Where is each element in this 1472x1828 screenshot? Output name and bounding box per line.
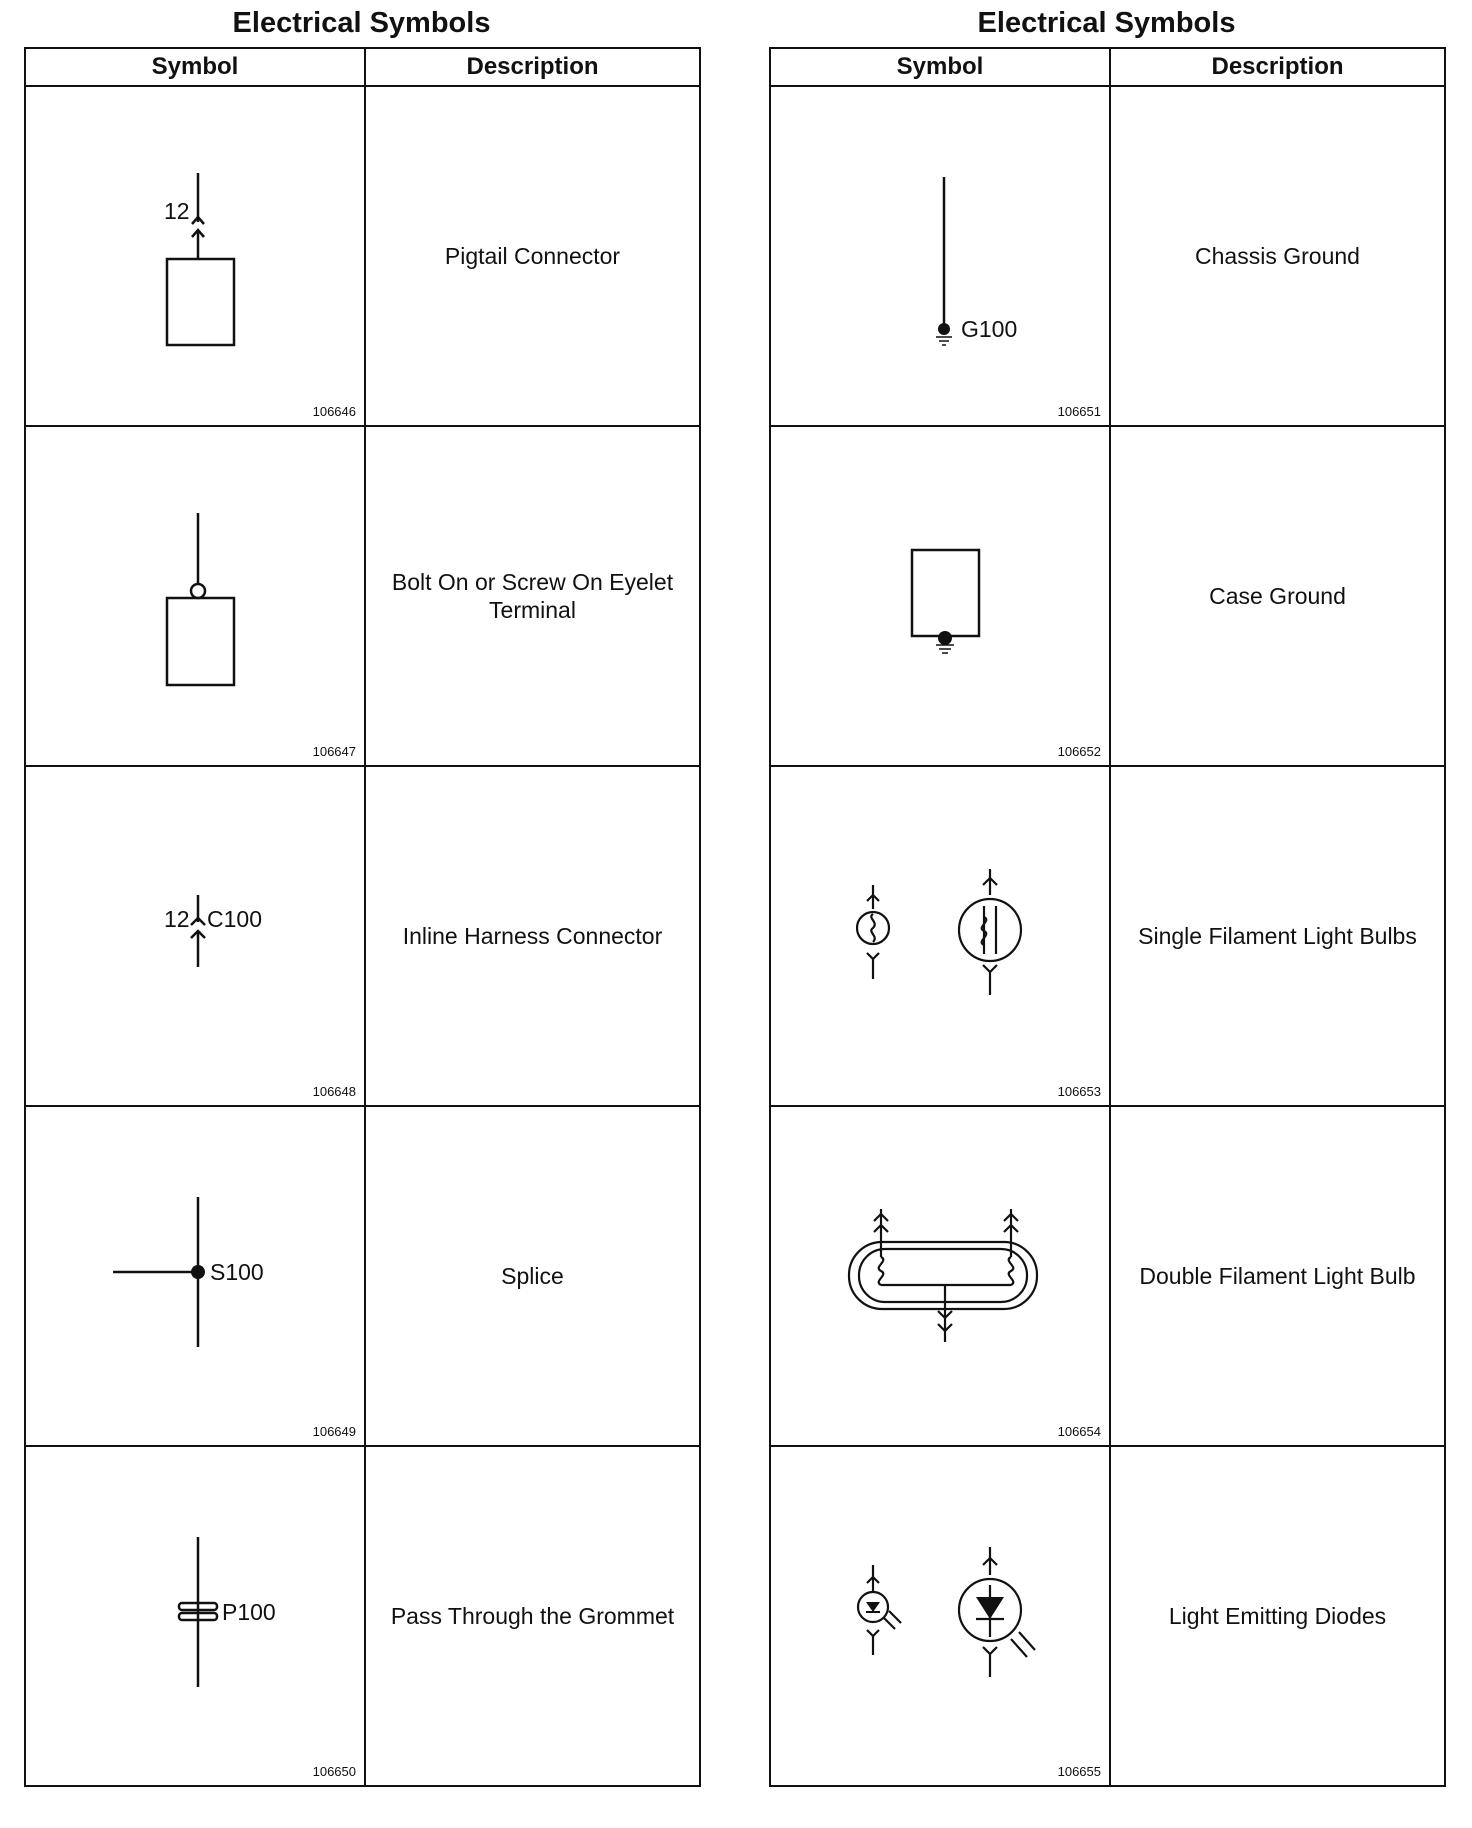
figure-number: 106654 <box>1057 1424 1101 1439</box>
single-filament-bulb-symbol <box>771 767 1111 1105</box>
symbol-description: Single Filament Light Bulbs <box>1110 766 1445 1106</box>
symbol-description: Chassis Ground <box>1110 86 1445 426</box>
symbol-cell <box>25 426 365 766</box>
wire-number-label: 12 <box>164 906 190 932</box>
table-row <box>770 1106 1445 1446</box>
table-row <box>25 1446 700 1786</box>
ground-id-label: G100 <box>961 316 1018 342</box>
figure-number: 106648 <box>312 1084 356 1099</box>
panel-title: Electrical Symbols <box>232 7 491 39</box>
wire-number-label: 12 <box>164 198 190 224</box>
symbol-description: Bolt On or Screw On Eyelet Terminal <box>365 426 700 766</box>
figure-number: 106650 <box>312 1764 356 1779</box>
symbol-description: Case Ground <box>1110 426 1445 766</box>
figure-number: 106653 <box>1057 1084 1101 1099</box>
chassis-ground-symbol <box>771 87 1111 425</box>
symbol-cell <box>25 766 365 1106</box>
symbol-cell <box>770 1446 1110 1786</box>
double-filament-bulb-symbol <box>771 1107 1111 1445</box>
symbol-description: Inline Harness Connector <box>365 766 700 1106</box>
table-row <box>25 86 700 426</box>
left-symbols-panel <box>24 0 699 1787</box>
symbol-description: Pass Through the Grommet <box>365 1446 700 1786</box>
symbols-table <box>769 47 1446 1787</box>
inline-harness-connector-symbol <box>26 767 366 1105</box>
symbol-description: Light Emitting Diodes <box>1110 1446 1445 1786</box>
symbol-cell <box>770 86 1110 426</box>
figure-number: 106646 <box>312 404 356 419</box>
figure-number: 106647 <box>312 744 356 759</box>
figure-number: 106651 <box>1057 404 1101 419</box>
eyelet-terminal-symbol <box>26 427 366 765</box>
symbol-cell <box>770 1106 1110 1446</box>
symbol-description: Double Filament Light Bulb <box>1110 1106 1445 1446</box>
symbol-description: Pigtail Connector <box>365 86 700 426</box>
table-row <box>25 1106 700 1446</box>
symbol-column-header: Symbol <box>25 48 365 86</box>
symbol-cell <box>25 86 365 426</box>
case-ground-symbol <box>771 427 1111 765</box>
symbol-cell <box>770 426 1110 766</box>
right-symbols-panel <box>769 0 1444 1787</box>
symbol-cell <box>25 1106 365 1446</box>
table-row <box>770 1446 1445 1786</box>
light-emitting-diode-symbol <box>771 1447 1111 1785</box>
splice-symbol <box>26 1107 366 1445</box>
description-column-header: Description <box>365 48 700 86</box>
table-row <box>770 426 1445 766</box>
symbol-cell <box>25 1446 365 1786</box>
table-row <box>770 766 1445 1106</box>
table-row <box>25 426 700 766</box>
table-row <box>770 86 1445 426</box>
pigtail-connector-symbol <box>26 87 366 425</box>
symbol-column-header: Symbol <box>770 48 1110 86</box>
connector-id-label: C100 <box>207 906 262 932</box>
grommet-symbol <box>26 1447 366 1785</box>
table-row <box>25 766 700 1106</box>
figure-number: 106655 <box>1057 1764 1101 1779</box>
figure-number: 106652 <box>1057 744 1101 759</box>
panel-title: Electrical Symbols <box>977 7 1236 39</box>
symbol-description: Splice <box>365 1106 700 1446</box>
splice-id-label: S100 <box>210 1259 264 1285</box>
figure-number: 106649 <box>312 1424 356 1439</box>
symbols-table <box>24 47 701 1787</box>
description-column-header: Description <box>1110 48 1445 86</box>
grommet-id-label: P100 <box>222 1599 276 1625</box>
symbol-cell <box>770 766 1110 1106</box>
